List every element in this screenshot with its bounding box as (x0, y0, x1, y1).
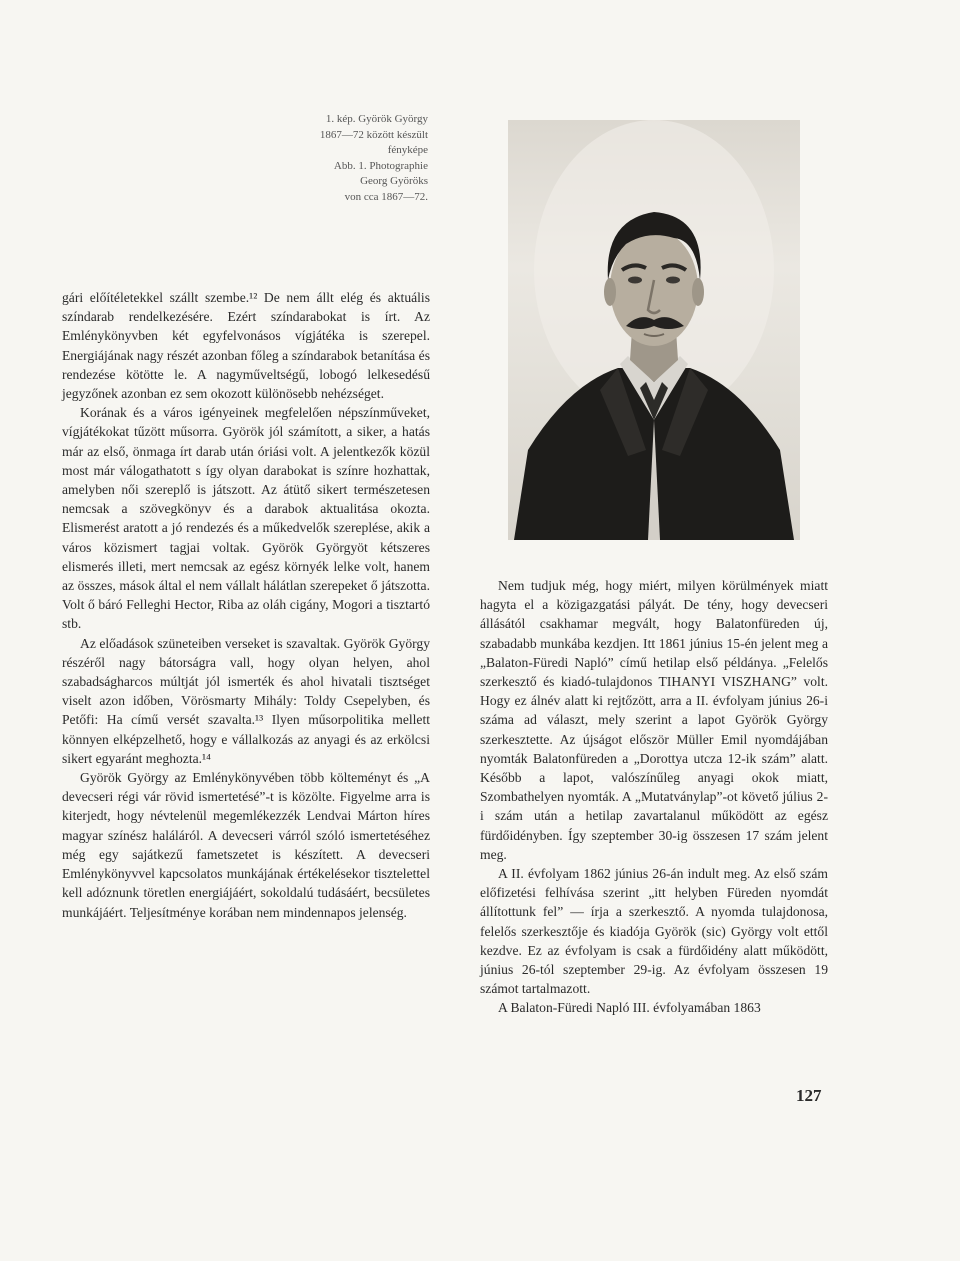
paragraph: Korának és a város igényeinek megfelelően népszínműveket, vígjátékokat tűzött műsorra. Györök jól számított, a siker, a hatás már az első, önmaga írt darab után óriási volt. A jelentkezők közül most már válogathatott s így olyan darabokat is színre hozhattak, amelyben női szereplő is játszott. Az átütő sikert természetesen nemcsak a szövegkönyv és a darabok aktualitása okozta. Elismerést aratott a jó rendezés és a műkedvelők szereplése, akik a város közismert tagjai voltak. Györök Györgyöt kétszeres elismerés illeti, mert nemcsak az egész környék lelke volt, hanem az összes, mások által el nem vállalt hálátlan szerepeket ő játszotta. Volt ő báró Felleghi Hector, Riba az oláh cigány, Mogori a tisztartó stb. (62, 405, 430, 632)
left-column (62, 288, 430, 922)
right-column (480, 576, 828, 1018)
paragraph: gári előítéletekkel szállt szembe.¹² De nem állt elég és aktuális színdarab rendelkezésére. Ezért színdarabokat is írt. Az Emlénykönyvben két egyfelvonásos vígjátéka is szerepel. Energiájának nagy részét azonban főleg a színdarabok betanítása és rendezése kötötte le. A nagyműveltségű, lobogó lelkesedésű jegyzőnek azonban ez sem okozott különösebb nehézséget. (62, 290, 430, 402)
caption-line: fényképe (387, 144, 428, 156)
portrait-photo (508, 120, 800, 540)
page-number: 127 (796, 1086, 822, 1105)
paragraph: Az előadások szüneteiben verseket is szavaltak. Györök György részéről nagy bátorságra vall, hogy olyan helyen, ahol szabadságharcos múltját jól ismerték és ahol hivatali tisztséget viselt azon időben, Vörösmarty Mihály: Toldy Csepelyben, és Petőfi: Ha című versét szavalta.¹³ Ilyen műsorpolitika mellett könnyen elképzelhető, hogy e vállalkozás az anyagi és az erkölcsi sikert egyaránt meghozta.¹⁴ (62, 635, 430, 766)
caption-line: 1867—72 között készült (319, 128, 428, 141)
paragraph: Györök György az Emlénykönyvében több költeményt és „A devecseri régi vár rövid ismertetésé”-t is közölte. Figyelme arra is kiterjedt, hogy névtelenül megemlékezzék Lendvai Márton híres magyar színész haláláról. A devecseri várról szóló ismertetéséhez még egy sajátkezű fametszetet is készített. A devecseri Emlénykönyvvel kapcsolatos munkájának értékelésekor tisztelettel kell adóznunk töretlen energiájáért, sokoldalú tudásáért, becsületes munkájáért. Teljesítménye korában nem mindennapos jelenség. (62, 770, 430, 920)
caption-line: Abb. 1. Photographie (333, 159, 428, 172)
paragraph: A Balaton-Füredi Napló III. évfolyamában 1863 (498, 1000, 761, 1016)
figure-caption (260, 112, 428, 205)
portrait-illustration (508, 120, 800, 540)
paragraph: A II. évfolyam 1862 június 26-án indult meg. Az első szám előfizetési felhívása szerint „itt helyben Füreden nyomdát állítottunk fel” — írja a szerkesztő. A nyomda tulajdonosa, felelős szerkesztője és kiadója Györök (sic) György volt ettől kezdve. Ez az évfolyam is csak a fürdőidény alatt működött, június 26-tól szeptember 29-ig. Az évfolyam összesen 19 számot tartalmazott. (480, 866, 828, 997)
caption-line: 1. kép. Györök György (325, 113, 428, 125)
paragraph: Nem tudjuk még, hogy miért, milyen körülmények miatt hagyta el a közigazgatási pályát. De tény, hogy devecseri állásától csakhamar megvált, hogy Balatonfüreden új, szabadabb munkába kezdjen. Itt 1861 június 15-én jelent meg a „Balaton-Füredi Napló” című hetilap első példánya. „Felelős szerkesztő és kiadó-tulajdonos TIHANYI VISZHANG” volt. Hogy ez álnév alatt ki rejtőzött, arra a II. évfolyam június 26-i száma ad választ, mely szerint a lapot Györök György szerkesztette. Az újságot először Müller Emil nyomdájában nyomták Balatonfüreden a „Dorottya utcza 12-ik szám” alatt. Később a lapot, valószínűleg anyagi okok miatt, Szombathelyen nyomták. A „Mutatványlap”-ot követő július 2-i szám után a hetilap zavartalanul működött az egész fürdőidényben. Így szeptember 30-ig összesen 17 szám jelent meg. (480, 578, 828, 862)
caption-line: von cca 1867—72. (344, 190, 428, 203)
caption-line: Georg Györöks (360, 175, 428, 187)
